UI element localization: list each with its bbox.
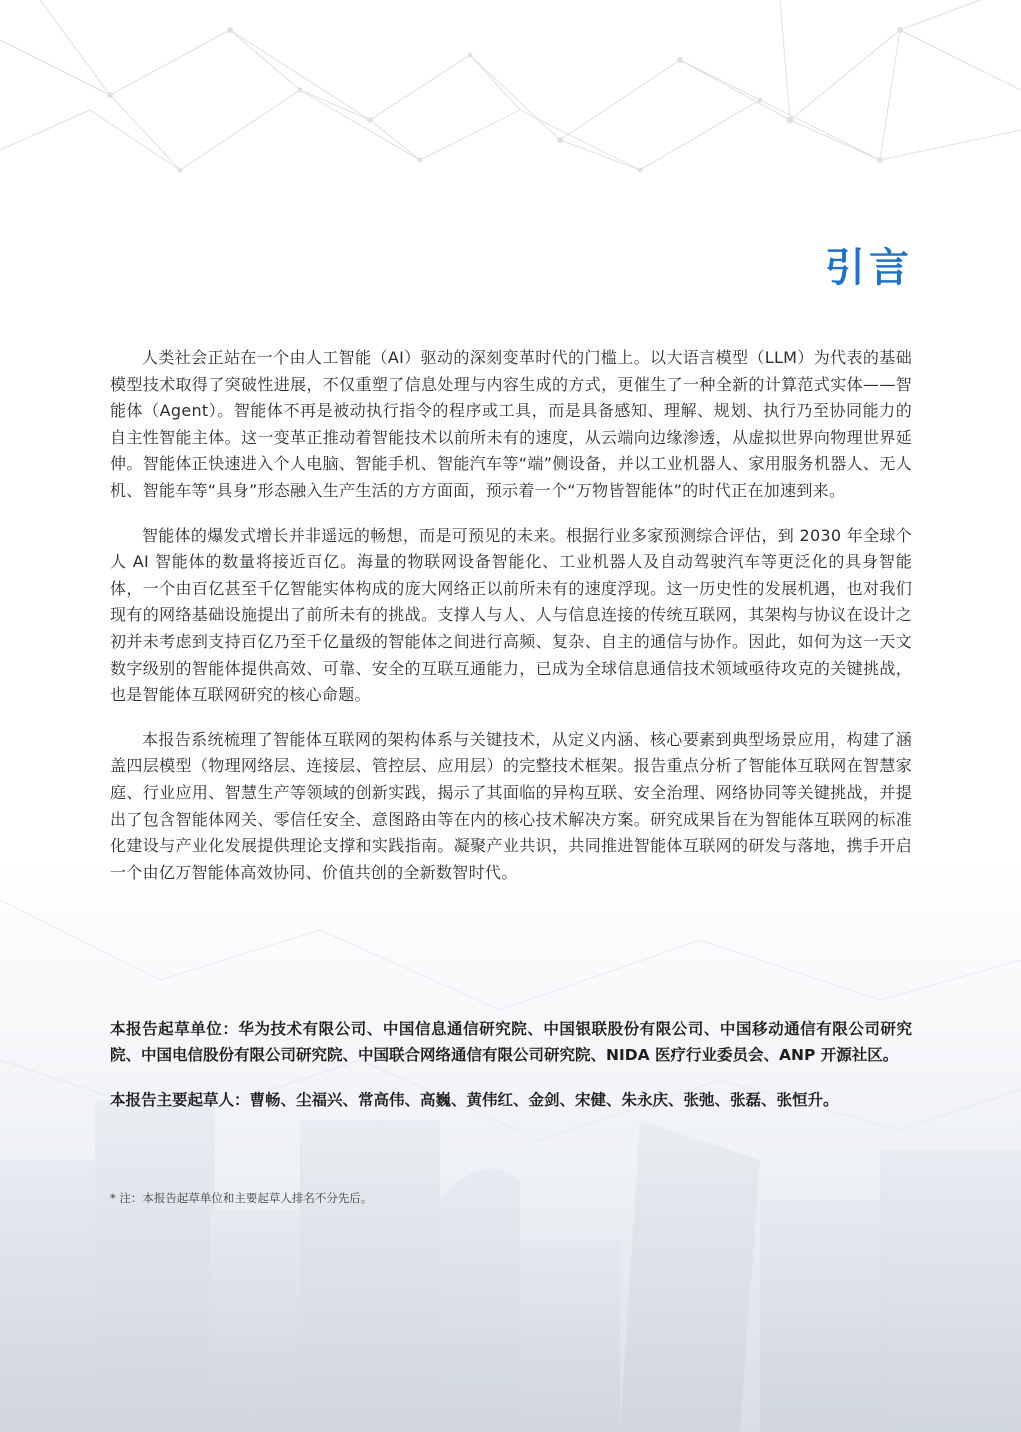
credits-block (110, 1016, 912, 1131)
drafting-units-label: 本报告起草单位： (110, 1020, 239, 1038)
main-drafters-value: 曹畅、尘福兴、常高伟、高巍、黄伟红、金剑、宋健、朱永庆、张弛、张磊、张恒升。 (249, 1090, 839, 1109)
main-drafters-label: 本报告主要起草人： (110, 1090, 250, 1109)
intro-paragraph: 本报告系统梳理了智能体互联网的架构体系与关键技术，从定义内涵、核心要素到典型场景应用，构建了涵盖四层模型（物理网络层、连接层、管控层、应用层）的完整技术框架。报告重点分析了智能体互联网在智慧家庭、行业应用、智慧生产等领域的创新实践，揭示了其面临的异构互联、安全治理、网络协同等关键挑战，并提出了包含智能体网关、零信任安全、意图路由等在内的核心技术解决方案。研究成果旨在为智能体互联网的标准化建设与产业化发展提供理论支撑和实践指南。凝聚产业共识，共同推进智能体互联网的研发与落地，携手开启一个由亿万智能体高效协同、价值共创的全新数智时代。 (110, 729, 912, 882)
intro-body (110, 345, 912, 904)
drafting-units-value: 华为技术有限公司、中国信息通信研究院、中国银联股份有限公司、中国移动通信有限公司研究院、中国电信股份有限公司研究院、中国联合网络通信有限公司研究院、NIDA 医疗行业委员会、ANP 开源社区。 (110, 1020, 912, 1065)
intro-paragraph: 智能体的爆发式增长并非遥远的畅想，而是可预见的未来。根据行业多家预测综合评估，到 2030 年全球个人 AI 智能体的数量将接近百亿。海量的物联网设备智能化、工业机器人及自动驾驶汽车等更泛化的具身智能体，一个由百亿甚至千亿智能实体构成的庞大网络正以前所未有的速度浮现。这一历史性的发展机遇，也对我们现有的网络基础设施提出了前所未有的挑战。支撑人与人、人与信息连接的传统互联网，其架构与协议在设计之初并未考虑到支持百亿乃至千亿量级的智能体之间进行高频、复杂、自主的通信与协作。因此，如何为这一天文数字级别的智能体提供高效、可靠、安全的互联互通能力，已成为全球信息通信技术领域亟待攻克的关键挑战，也是智能体互联网研究的核心命题。 (110, 525, 912, 705)
drafting-units (110, 1016, 912, 1069)
main-drafters (110, 1087, 912, 1113)
footnote: * 注：本报告起草单位和主要起草人排名不分先后。 (110, 1191, 373, 1205)
intro-paragraph: 人类社会正站在一个由人工智能（AI）驱动的深刻变革时代的门槛上。以大语言模型（LLM）为代表的基础模型技术取得了突破性进展，不仅重塑了信息处理与内容生成的方式，更催生了一种全新的计算范式实体——智能体（Agent）。智能体不再是被动执行指令的程序或工具，而是具备感知、理解、规划、执行乃至协同能力的自主性智能主体。这一变革正推动着智能技术以前所未有的速度，从云端向边缘渗透，从虚拟世界向物理世界延伸。智能体正快速进入个人电脑、智能手机、智能汽车等“端”侧设备，并以工业机器人、家用服务机器人、无人机、智能车等“具身”形态融入生产生活的方方面面，预示着一个“万物皆智能体”的时代正在加速到来。 (110, 348, 912, 500)
page-title: 引言 (825, 245, 913, 291)
